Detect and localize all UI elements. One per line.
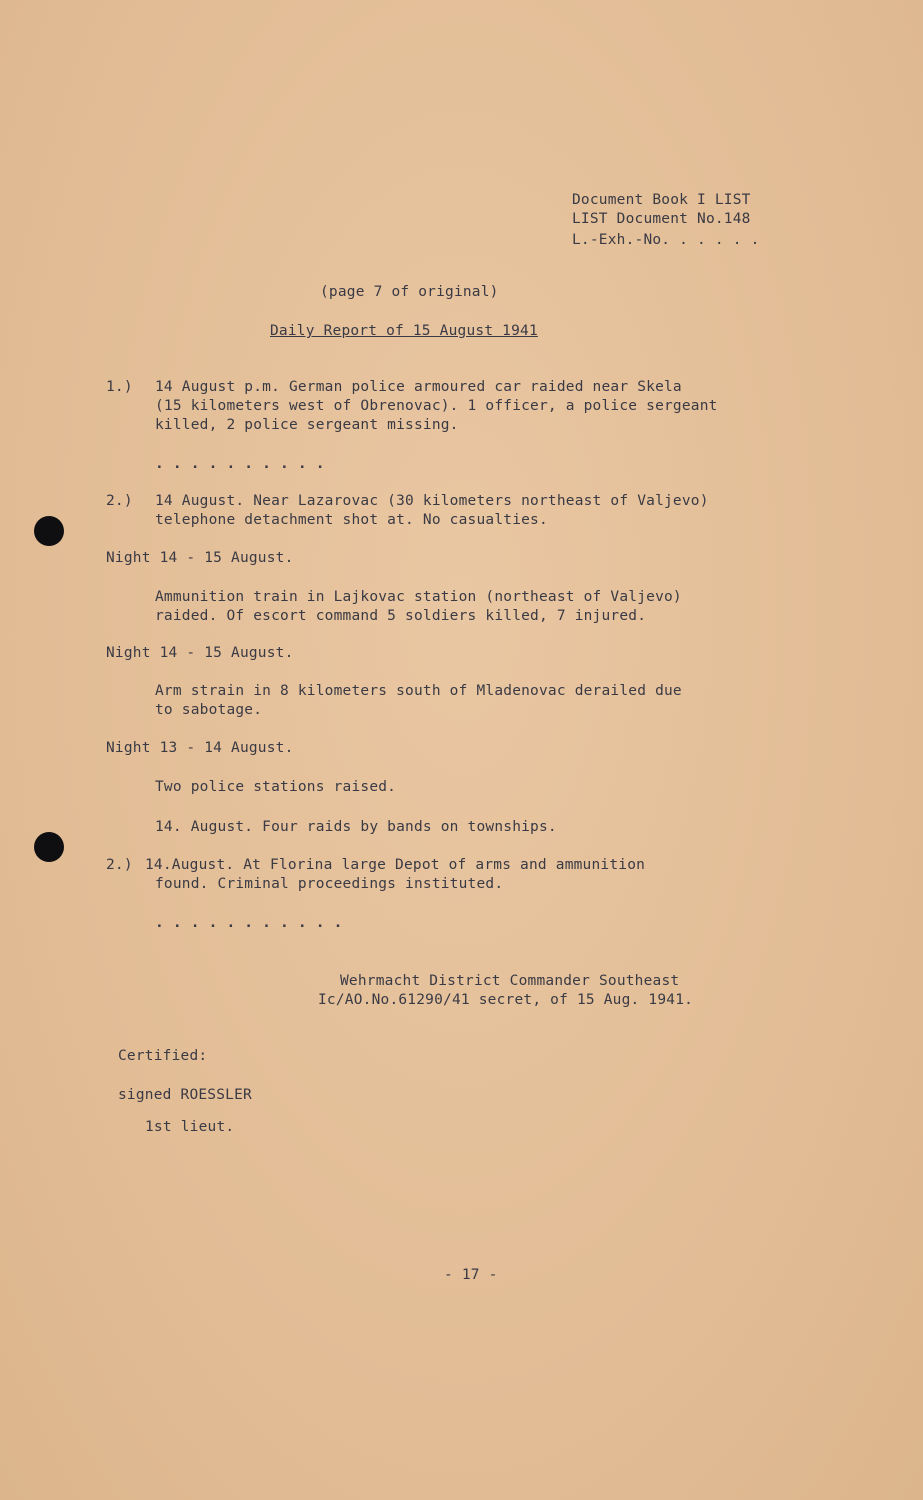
night-1-line-2: raided. Of escort command 5 soldiers killed, 7 injured. [155, 608, 647, 624]
certified-label: Certified: [118, 1048, 208, 1064]
header-line-1: Document Book I LIST [572, 192, 751, 208]
item-1-line-3: killed, 2 police sergeant missing. [155, 417, 459, 433]
item-2-line-2: telephone detachment shot at. No casualties. [155, 512, 548, 528]
item-1-number: 1.) [106, 379, 133, 395]
header-line-3: L.-Exh.-No. . . . . . [572, 232, 760, 248]
signer-rank: 1st lieut. [145, 1119, 235, 1135]
punch-hole-top [34, 516, 64, 546]
night-1-line-1: Ammunition train in Lajkovac station (northeast of Valjevo) [155, 589, 682, 605]
item-2-line-1: 14 August. Near Lazarovac (30 kilometers northeast of Valjevo) [155, 493, 709, 509]
night-2-line-2: to sabotage. [155, 702, 263, 718]
night-3-heading: Night 13 - 14 August. [106, 740, 294, 756]
ellipsis-2: . . . . . . . . . . . [155, 915, 343, 931]
punch-hole-bottom [34, 832, 64, 862]
night-1-heading: Night 14 - 15 August. [106, 550, 294, 566]
signature-line-1: Wehrmacht District Commander Southeast [340, 973, 680, 989]
item-1-line-2: (15 kilometers west of Obrenovac). 1 officer, a police sergeant [155, 398, 718, 414]
item-3-line-1: 14.August. At Florina large Depot of arms and ammunition [145, 857, 646, 873]
item-3-line-2: found. Criminal proceedings instituted. [155, 876, 504, 892]
ellipsis-1: . . . . . . . . . . [155, 456, 325, 472]
header-line-2: LIST Document No.148 [572, 211, 751, 227]
report-title: Daily Report of 15 August 1941 [270, 323, 538, 339]
signature-line-2: Ic/AO.No.61290/41 secret, of 15 Aug. 1941. [318, 992, 694, 1008]
night-3-line-1: Two police stations raised. [155, 779, 397, 795]
item-3-number: 2.) [106, 857, 133, 873]
item-1-line-1: 14 August p.m. German police armoured car raided near Skela [155, 379, 682, 395]
aug-14-line: 14. August. Four raids by bands on townships. [155, 819, 557, 835]
night-2-heading: Night 14 - 15 August. [106, 645, 294, 661]
night-2-line-1: Arm strain in 8 kilometers south of Mladenovac derailed due [155, 683, 682, 699]
item-2-number: 2.) [106, 493, 133, 509]
page-note: (page 7 of original) [320, 284, 499, 300]
page-number: - 17 - [444, 1267, 498, 1283]
signed-name: signed ROESSLER [118, 1087, 252, 1103]
